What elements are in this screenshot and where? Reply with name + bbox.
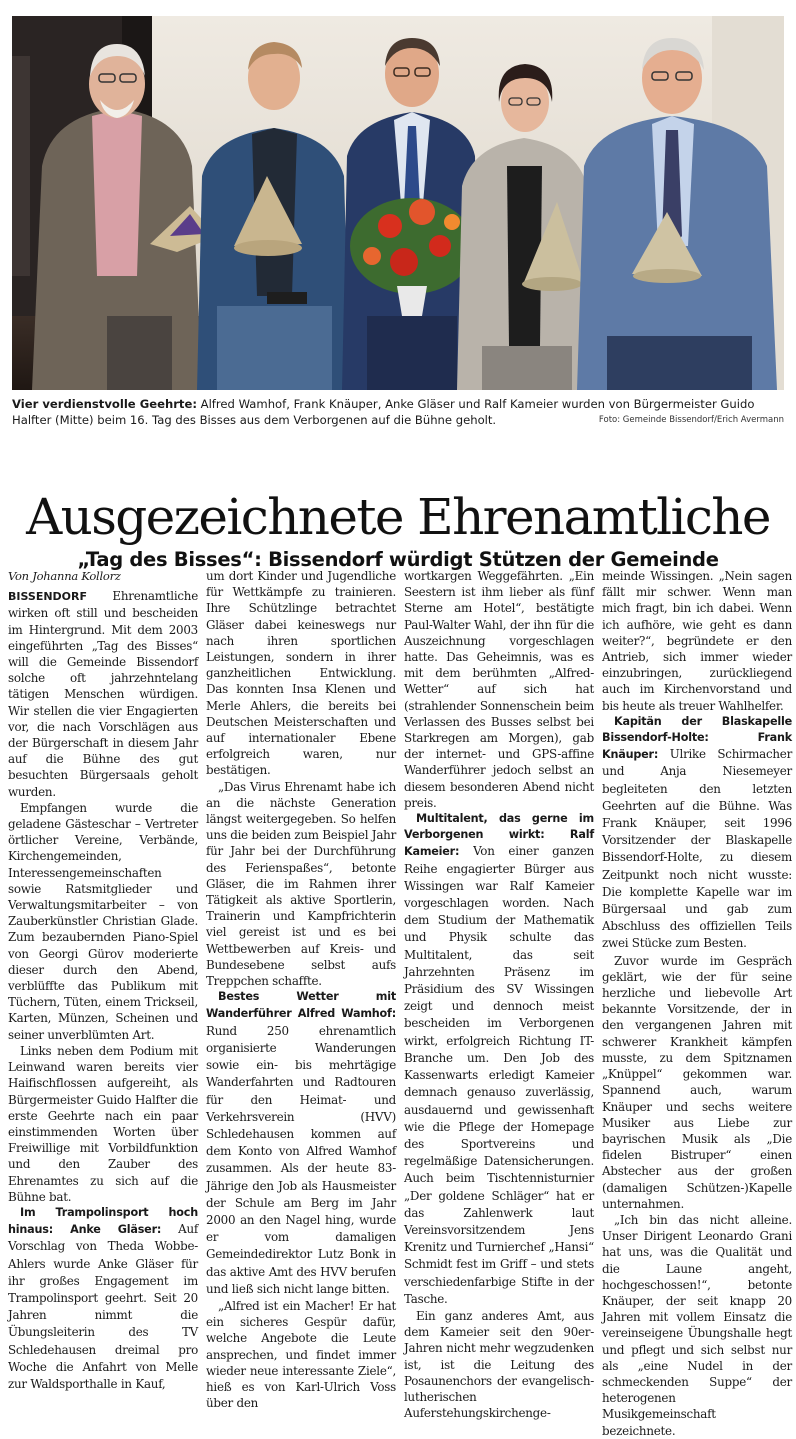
paragraph: Empfangen wurde die geladene Gästeschar – Vertreter örtlicher Vereine, Verbände, Kirchengemeinden, Interessengemeinschaften sowie Ratsmitglieder und Verwaltungsmitarbeiter – von Zauberkünstler Christian Glade. Zum bezaubernden Piano-Spiel von Georgi Gürov moderierte dieser durch den Abend, verblüffte das Publikum mit Tüchern, Tüten, einem Trickseil, Karten, Münzen, Scheinen und seiner unverblümten Art. (8, 800, 198, 1042)
paragraph-text: Ulrike Schirmacher und Anja Niesemeyer begleiteten den letzten Geehrten auf die Bühne. Was Frank Knäuper, seit 1996 Vorsitzender der Blaskapelle Bissendorf-Holte, zu diesem Zeitpunkt noch nicht wusste: Die komplette Kapelle war im Bürgersaal und gab zum Abschluss des offiziellen Teils zwei Stücke zum Besten. (602, 747, 792, 951)
paragraph: um dort Kinder und Jugendliche für Wettkämpfe zu trainieren. Ihre Schützlinge betrachtet Gläser dabei keineswegs nur nach ihren sportlichen Leistungen, sondern in ihrer ganzheitlichen Entwicklung. Das konnten Insa Klenen und Merle Ahlers, die bereits bei Deutschen Meisterschaften und auf internationaler Ebene erfolgreich waren, nur bestätigen. (206, 569, 396, 778)
paragraph (8, 588, 198, 800)
caption-lead: Vier verdienstvolle Geehrte: (12, 397, 197, 411)
article-column-2 (206, 568, 396, 1428)
section-paragraph (404, 811, 594, 1308)
paragraph-text: Auf Vorschlag von Theda Wobbe-Ahlers wurde Anke Gläser für ihr großes Engagement im Trampolinsport geehrt. Seit 20 Jahren nimmt die Übungsleiterin des TV Schledehausen dreimal pro Woche die Anfahrt von Melle zur Waldsporthalle in Kauf, (8, 1222, 198, 1391)
article-column-4 (602, 568, 792, 1438)
paragraph: „Alfred ist ein Macher! Er hat ein sicheres Gespür dafür, welche Angebote die Leute ansprechen, und findet immer wieder neue interessante Ziele“, hieß es von Karl-Ulrich Voss über den (206, 1298, 396, 1411)
paragraph: Links neben dem Podium mit Leinwand waren bereits vier Haifischflossen aufgereiht, als Bürgermeister Guido Halfter die erste Geehrte nach ein paar einstimmenden Worten über Freiwillige mit Vorbildfunktion und den Zauber des Ehrenamtes zu sich auf die Bühne bat. (8, 1043, 198, 1204)
author-byline: Von Johanna Kollorz (8, 569, 121, 583)
paragraph: „Ich bin das nicht alleine. Unser Dirigent Leonardo Grani hat uns, was die Qualität und die Laune angeht, hochgeschossen!“, betonte Knäuper, der seit knapp 20 Jahren mit vollem Einsatz die vereinseigene Übungshalle hegt und pflegt und sich selbst nur als „eine Nudel in der schmeckenden Suppe“ der heterogenen Musikgemeinschaft bezeichnete. (602, 1212, 792, 1438)
section-paragraph (602, 714, 792, 953)
subheadline: „Tag des Bisses“: Bissendorf würdigt Stützen der Gemeinde (77, 548, 719, 572)
paragraph: Ein ganz anderes Amt, aus dem Kameier seit den 90er-Jahren nicht mehr wegzudenken ist, ist die Leitung des Posaunenchors der evangelisch-lutherischen Auferstehungskirchenge- (404, 1308, 594, 1421)
paragraph: meinde Wissingen. „Nein sagen fällt mir schwer. Wenn man mich fragt, bin ich dabei. Wenn ich aufhöre, wie geht es dann weiter?“, begründete er den Antrieb, sich immer wieder einzubringen, zurückliegend auch im Kirchenvorstand und bis heute als treuer Wahlhelfer. (602, 569, 792, 713)
caption-text: Alfred Wamhof, Frank Knäuper, Anke Gläser und Ralf Kameier wurden von Bürgermeister Guido Halfter (Mitte) beim 16. Tag des Bisses aus dem Verborgenen auf die Bühne geholt. (12, 397, 755, 427)
paragraph-text: Von einer ganzen Reihe engagierter Bürger aus Wissingen war Ralf Kameier vorgeschlagen worden. Nach dem Studium der Mathematik und Physik schulte das Multitalent, das seit Jahrzehnten Präsenz im Präsidium des SV Wissingen zeigt und dennoch meist bescheiden im Verborgenen wirkt, erfolgreich Richtung IT-Branche um. Den Job des Kassenwarts erledigt Kameier demnach genauso zuverlässig, ausdauernd und gewissenhaft wie die Pflege der Homepage des Sportvereins und regelmäßige Datensicherungen. Auch beim Tischtennisturnier „Der goldene Schläger“ hat er das Zahlenwerk laut Vereinsvorsitzendem Jens Krenitz und Turnierchef „Hansi“ Schmidt fest im Griff – und stets verschiedenfarbige Stifte in der Tasche. (404, 844, 594, 1306)
award-photo-image (12, 16, 784, 390)
dateline: BISSENDORF (8, 590, 88, 604)
section-heading: Kapitän der Blaskapelle Bissendorf-Holte: Frank Knäuper: (602, 714, 792, 762)
article-column-1 (8, 568, 198, 1428)
photo-caption (12, 396, 784, 428)
headline: Ausgezeichnete Ehrenamtliche (26, 487, 770, 546)
section-heading: Im Trampolinsport hoch hinaus: Anke Gläser: (8, 1205, 198, 1237)
photo-credit: Foto: Gemeinde Bissendorf/Erich Avermann (598, 415, 784, 425)
article-body (8, 568, 792, 1438)
paragraph: wortkargen Weggefährten. „Ein Seestern ist ihm lieber als fünf Sterne am Hotel“, bestätigte Paul-Walter Wahl, der ihn für die Auszeichnung vorgeschlagen hatte. Das Geheimnis, was es mit dem berühmten „Alfred-Wetter“ auf sich hat (strahlender Sonnenschein beim Verlassen des Busses selbst bei Starkregen am Morgen), gab der internet- und GPS-affine Wanderführer jedoch selbst an diesem besonderen Abend nicht preis. (404, 569, 594, 810)
paragraph: Zuvor wurde im Gespräch geklärt, wie der für seine herzliche und liebevolle Art bekannte Vorsitzende, der in den vergangenen Jahren mit schwerer Krankheit kämpfen musste, zu dem Spitznamen „Knüppel“ gekommen war. Spannend auch, warum Knäuper und sechs weitere Musiker aus Liebe zur bayrischen Musik als „Die fidelen Bistruper“ einen Abstecher aus der großen (damaligen Schützen-)Kapelle unternahmen. (602, 953, 792, 1211)
section-heading: Multitalent, das gerne im Verborgenen wirkt: Ralf Kameier: (404, 812, 594, 859)
paragraph-text: Ehrenamtliche wirken oft still und bescheiden im Hintergrund. Mit dem 2003 eingeführten „Tag des Bisses“ will die Gemeinde Bissendorf solche oft jahrzehntelang tätigen Menschen würdigen. Wir stellen die vier Engagierten vor, die nach Vorschlägen aus der Bürgerschaft in diesem Jahr auf die Bühne des gut besuchten Bürgersaals geholt wurden. (8, 589, 198, 799)
paragraph: „Das Virus Ehrenamt habe ich an die nächste Generation längst weitergegeben. So helfen uns die beiden zum Beispiel Jahr für Jahr bei der Durchführung des Ferienspaßes“, betonte Gläser, die im Rahmen ihrer Tätigkeit als aktive Sportlerin, Trainerin und Kampfrichterin viel gereist ist und es bei Wettbewerben auf Kreis- und Bundesebene selbst aufs Treppchen schaffte. (206, 779, 396, 989)
section-paragraph (8, 1205, 198, 1393)
award-photo (12, 16, 784, 390)
paragraph-text: Rund 250 ehrenamtlich organisierte Wanderungen sowie ein- bis mehrtägige Wanderfahrten und Radtouren für den Heimat- und Verkehrsverein (HVV) Schledehausen kommen auf dem Konto von Alfred Wamhof zusammen. Als der heute 83-Jährige den Job als Hausmeister der Schule am Berg im Jahr 2000 an den Nagel hing, wurde er vom damaligen Gemeindedirektor Lutz Bonk in das aktive Amt des HVV berufen und ließ sich nicht lange bitten. (206, 1023, 396, 1296)
section-paragraph (206, 989, 396, 1298)
article-column-3 (404, 568, 594, 1428)
section-heading: Bestes Wetter mit Wanderführer Alfred Wamhof: (206, 990, 396, 1021)
